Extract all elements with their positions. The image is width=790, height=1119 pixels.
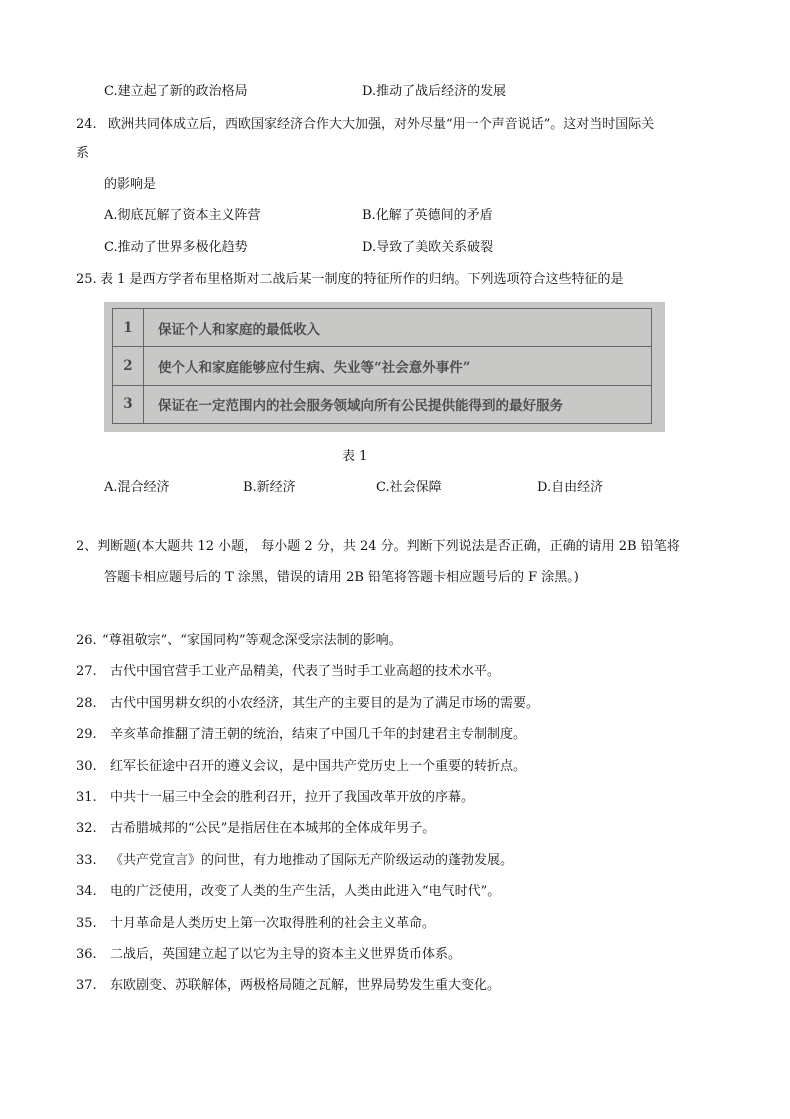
option-c: C.建立起了新的政治格局 — [104, 84, 248, 99]
table-row — [113, 385, 652, 423]
row-text: 使个人和家庭能够应付生病、失业等“社会意外事件” — [144, 347, 652, 385]
option-d: D.推动了战后经济的发展 — [362, 84, 507, 99]
option-b: B.化解了英德间的矛盾 — [362, 208, 493, 223]
item-statement: 东欧剧变、苏联解体，两极格局随之瓦解，世界局势发生重大变化。 — [110, 978, 501, 994]
item-statement: 红军长征途中召开的遵义会议，是中国共产党历史上一个重要的转折点。 — [110, 758, 527, 774]
section-instructions-cont: 答题卡相应题号后的 T 涂黑，错误的请用 2B 铅笔将答题卡相应题号后的 F 涂黑。) — [104, 570, 579, 585]
table-row — [113, 309, 652, 347]
item-number: 27. — [76, 664, 97, 680]
row-number: 3 — [113, 385, 144, 423]
option-d: D.导致了美欧关系破裂 — [362, 240, 494, 255]
item-number: 28. — [76, 695, 97, 711]
item-number: 33. — [76, 852, 97, 868]
row-number: 1 — [113, 309, 144, 347]
question-number: 24. — [76, 117, 97, 132]
item-number: 26. — [76, 633, 97, 648]
question-stem-cont: 的影响是 — [104, 177, 157, 192]
item-statement: “尊祖敬宗”、“家国同构”等观念深受宗法制的影响。 — [102, 633, 402, 648]
item-number: 36. — [76, 947, 97, 962]
option-b: B.新经济 — [243, 480, 296, 495]
option-a: A.彻底瓦解了资本主义阵营 — [104, 208, 261, 223]
item-number: 35. — [76, 915, 97, 931]
item-statement: 辛亥革命推翻了清王朝的统治，结束了中国几千年的封建君主专制制度。 — [110, 727, 527, 743]
question-stem-wrap: 系 — [76, 146, 90, 161]
section-instructions: 2、判断题(本大题共 12 小题， 每小题 2 分，共 24 分。判断下列说法是否正确，正确的请用 2B 铅笔将 — [76, 539, 680, 554]
item-number: 29. — [76, 727, 97, 743]
question-stem: 表 1 是西方学者布里格斯对二战后某一制度的特征所作的归纳。下列选项符合这些特征的是 — [100, 272, 624, 287]
item-statement: 电的广泛使用，改变了人类的生产生活，人类由此进入“电气时代”。 — [110, 884, 501, 900]
row-text: 保证在一定范围内的社会服务领域向所有公民提供能得到的最好服务 — [144, 385, 652, 423]
option-c: C.推动了世界多极化趋势 — [104, 240, 248, 255]
item-number: 34. — [76, 884, 97, 900]
table-1-photo — [104, 302, 665, 432]
item-statement: 《共产党宣言》的问世，有力地推动了国际无产阶级运动的蓬勃发展。 — [110, 852, 514, 868]
features-table — [112, 308, 652, 424]
question-number: 25. — [76, 272, 97, 287]
item-number: 31. — [76, 790, 97, 805]
item-statement: 中共十一届三中全会的胜利召开，拉开了我国改革开放的序幕。 — [110, 790, 475, 805]
table-row — [113, 347, 652, 385]
item-number: 30. — [76, 758, 97, 774]
item-statement: 十月革命是人类历史上第一次取得胜利的社会主义革命。 — [110, 915, 436, 931]
row-number: 2 — [113, 347, 144, 385]
item-statement: 二战后，英国建立起了以它为主导的资本主义世界货币体系。 — [110, 947, 462, 962]
question-stem: 欧洲共同体成立后，西欧国家经济合作大大加强，对外尽量“用一个声音说话”。这对当时国际关 — [108, 117, 655, 132]
option-d: D.自由经济 — [537, 480, 604, 495]
item-statement: 古希腊城邦的“公民”是指居住在本城邦的全体成年男子。 — [110, 821, 436, 837]
item-number: 32. — [76, 821, 97, 837]
item-statement: 古代中国官营手工业产品精美，代表了当时手工业高超的技术水平。 — [110, 664, 501, 680]
item-statement: 古代中国男耕女织的小农经济，其生产的主要目的是为了满足市场的需要。 — [110, 695, 540, 711]
table-caption: 表 1 — [342, 449, 368, 464]
option-a: A.混合经济 — [104, 480, 170, 495]
item-number: 37. — [76, 978, 97, 994]
row-text: 保证个人和家庭的最低收入 — [144, 309, 652, 347]
option-c: C.社会保障 — [376, 480, 442, 495]
